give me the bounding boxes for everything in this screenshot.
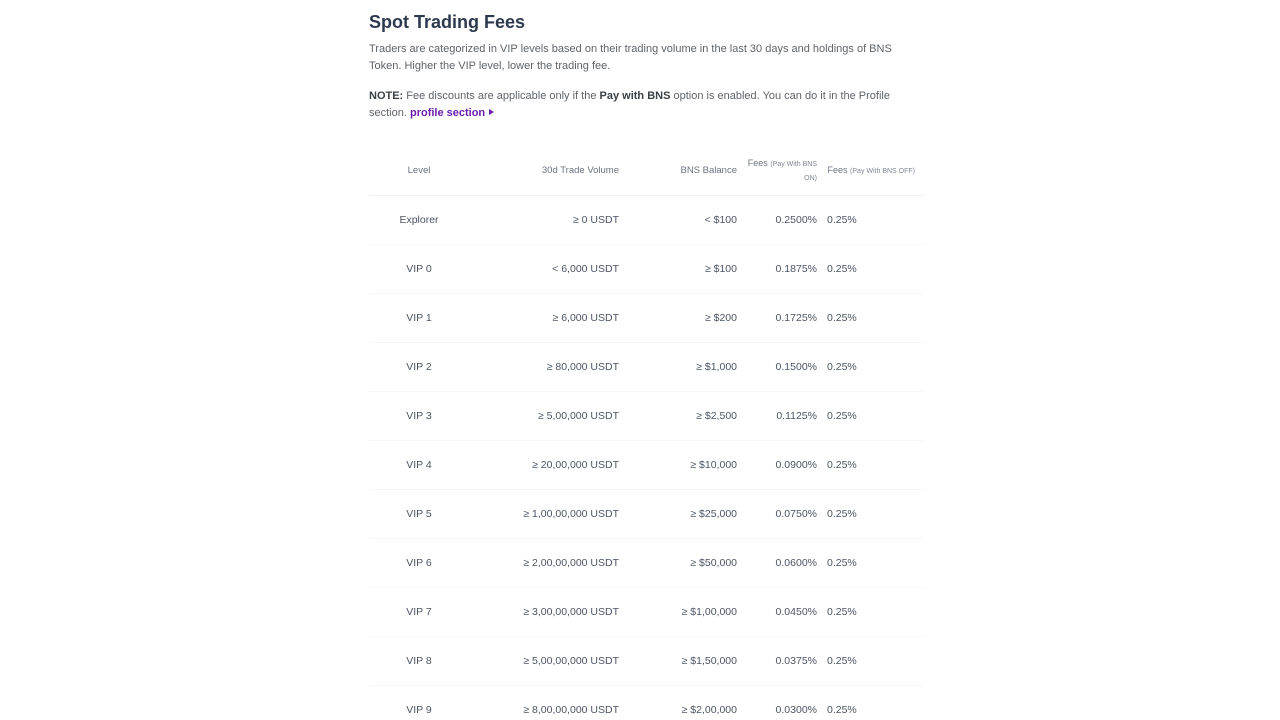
table-row: [369, 637, 925, 686]
cell-fee-bns-off: 0.25%: [817, 588, 925, 637]
table-row: [369, 539, 925, 588]
cell-fee-bns-on: 0.0750%: [737, 490, 817, 539]
vip-fees-table: [369, 146, 925, 720]
cell-level: VIP 5: [369, 490, 469, 539]
table-row: [369, 343, 925, 392]
cell-bns-balance: ≥ $200: [619, 294, 737, 343]
cell-level: Explorer: [369, 196, 469, 245]
profile-section-link-label: profile section: [409, 107, 486, 119]
pay-with-bns-option: Pay with BNS: [599, 90, 671, 102]
profile-section-link[interactable]: [410, 107, 494, 119]
table-row: [369, 441, 925, 490]
cell-fee-bns-on: 0.0450%: [737, 588, 817, 637]
cell-level: VIP 0: [369, 245, 469, 294]
cell-fee-bns-on: 0.2500%: [737, 196, 817, 245]
table-row: [369, 686, 925, 720]
cell-level: VIP 2: [369, 343, 469, 392]
cell-fee-bns-off: 0.25%: [817, 343, 925, 392]
cell-trade-volume: ≥ 0 USDT: [469, 196, 619, 245]
header-fees-bns-off: [817, 146, 925, 196]
header-fees-bns-on-sub: (Pay With BNS ON): [770, 160, 817, 182]
cell-fee-bns-off: 0.25%: [817, 245, 925, 294]
cell-trade-volume: ≥ 80,000 USDT: [469, 343, 619, 392]
cell-fee-bns-on: 0.1125%: [737, 392, 817, 441]
table-header-row: [369, 146, 925, 196]
header-level: Level: [369, 146, 469, 196]
cell-bns-balance: ≥ $25,000: [619, 490, 737, 539]
note-label: NOTE:: [369, 90, 404, 102]
cell-bns-balance: ≥ $10,000: [619, 441, 737, 490]
cell-fee-bns-on: 0.1500%: [737, 343, 817, 392]
header-fees-bns-off-sub: (Pay With BNS OFF): [850, 167, 915, 175]
cell-level: VIP 1: [369, 294, 469, 343]
cell-trade-volume: ≥ 1,00,00,000 USDT: [469, 490, 619, 539]
fee-discount-note: [369, 88, 915, 122]
page-title: Spot Trading Fees: [369, 12, 526, 32]
table-row: [369, 490, 925, 539]
header-fees-bns-on: [737, 146, 817, 196]
cell-trade-volume: ≥ 3,00,00,000 USDT: [469, 588, 619, 637]
cell-trade-volume: ≥ 5,00,00,000 USDT: [469, 637, 619, 686]
table-row: [369, 196, 925, 245]
cell-trade-volume: ≥ 5,00,000 USDT: [469, 392, 619, 441]
cell-level: VIP 8: [369, 637, 469, 686]
fees-intro: [369, 10, 915, 122]
table-row: [369, 294, 925, 343]
cell-trade-volume: ≥ 8,00,00,000 USDT: [469, 686, 619, 720]
cell-bns-balance: ≥ $50,000: [619, 539, 737, 588]
cell-fee-bns-on: 0.0375%: [737, 637, 817, 686]
cell-level: VIP 4: [369, 441, 469, 490]
cell-trade-volume: ≥ 6,000 USDT: [469, 294, 619, 343]
cell-fee-bns-off: 0.25%: [817, 539, 925, 588]
cell-level: VIP 3: [369, 392, 469, 441]
table-header: [369, 146, 925, 196]
note-text-before: Fee discounts are applicable only if the: [403, 90, 600, 102]
cell-level: VIP 7: [369, 588, 469, 637]
cell-fee-bns-off: 0.25%: [817, 686, 925, 720]
caret-right-icon: [489, 109, 494, 115]
cell-fee-bns-on: 0.1875%: [737, 245, 817, 294]
table-row: [369, 392, 925, 441]
cell-trade-volume: ≥ 20,00,000 USDT: [469, 441, 619, 490]
cell-bns-balance: ≥ $2,00,000: [619, 686, 737, 720]
cell-fee-bns-off: 0.25%: [817, 294, 925, 343]
cell-level: VIP 9: [369, 686, 469, 720]
header-trade-volume: 30d Trade Volume: [469, 146, 619, 196]
table-row: [369, 588, 925, 637]
cell-fee-bns-on: 0.0300%: [737, 686, 817, 720]
cell-bns-balance: ≥ $1,50,000: [619, 637, 737, 686]
cell-fee-bns-on: 0.0900%: [737, 441, 817, 490]
table-row: [369, 245, 925, 294]
header-fees-bns-off-main: Fees: [827, 164, 848, 175]
cell-bns-balance: ≥ $1,000: [619, 343, 737, 392]
cell-bns-balance: < $100: [619, 196, 737, 245]
cell-bns-balance: ≥ $1,00,000: [619, 588, 737, 637]
cell-level: VIP 6: [369, 539, 469, 588]
cell-bns-balance: ≥ $100: [619, 245, 737, 294]
table-body: [369, 196, 925, 720]
header-fees-bns-on-main: Fees: [747, 157, 768, 168]
cell-bns-balance: ≥ $2,500: [619, 392, 737, 441]
cell-trade-volume: ≥ 2,00,00,000 USDT: [469, 539, 619, 588]
cell-trade-volume: < 6,000 USDT: [469, 245, 619, 294]
cell-fee-bns-off: 0.25%: [817, 441, 925, 490]
fees-description: Traders are categorized in VIP levels based on their trading volume in the last 30 days and holdings of BNS Token. Higher the VIP level, lower the trading fee.: [369, 43, 892, 72]
note-text-after: option is enabled. You can do it in the Profile section.: [369, 90, 890, 119]
cell-fee-bns-on: 0.0600%: [737, 539, 817, 588]
header-bns-balance: BNS Balance: [619, 146, 737, 196]
cell-fee-bns-on: 0.1725%: [737, 294, 817, 343]
cell-fee-bns-off: 0.25%: [817, 490, 925, 539]
cell-fee-bns-off: 0.25%: [817, 392, 925, 441]
cell-fee-bns-off: 0.25%: [817, 637, 925, 686]
cell-fee-bns-off: 0.25%: [817, 196, 925, 245]
